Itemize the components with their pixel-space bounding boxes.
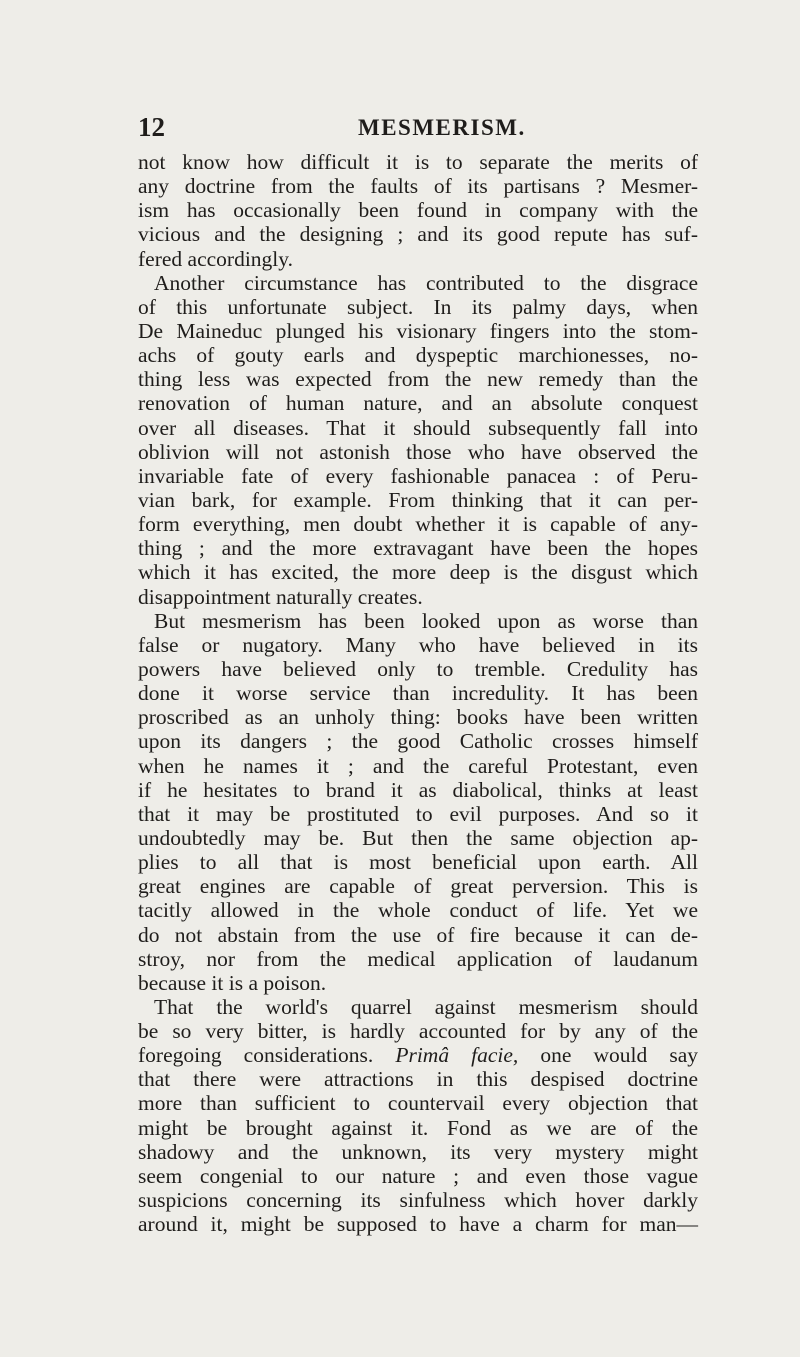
text-line: false or nugatory. Many who have believed in its (138, 632, 698, 657)
text-line: any doctrine from the faults of its partisans ? Mesmer- (138, 174, 698, 199)
text-line: which it has excited, the more deep is the disgust which (138, 560, 698, 585)
text-line: might be brought against it. Fond as we are of the (138, 1115, 698, 1140)
paragraph-start-line: But mesmerism has been looked upon as worse than (154, 608, 698, 633)
paragraph-start-line: Another circumstance has contributed to the disgrace (154, 270, 698, 295)
text-line: disappointment naturally creates. (138, 584, 423, 609)
text-line: over all diseases. That it should subsequently fall into (138, 415, 698, 440)
page-header (138, 112, 698, 142)
text-line: that it may be prostituted to evil purposes. And so it (138, 801, 698, 826)
text-line: ism has occasionally been found in company with the (138, 198, 698, 223)
text-line: do not abstain from the use of fire because it can de- (138, 922, 698, 947)
text-line: vicious and the designing ; and its good repute has suf- (138, 222, 698, 247)
text-line: plies to all that is most beneficial upon earth. All (138, 850, 698, 875)
text-line: proscribed as an unholy thing: books have been written (138, 705, 698, 730)
text-line: if he hesitates to brand it as diabolical, thinks at least (138, 777, 698, 802)
text-line: De Maineduc plunged his visionary fingers into the stom- (138, 318, 698, 343)
running-head: MESMERISM. (358, 115, 526, 140)
text-line: of this unfortunate subject. In its palmy days, when (138, 294, 698, 319)
text-line: oblivion will not astonish those who have observed the (138, 439, 698, 464)
italic-phrase: Primâ facie, (395, 1043, 519, 1068)
text-line: renovation of human nature, and an absolute conquest (138, 391, 698, 416)
text-line: seem congenial to our nature ; and even those vague (138, 1163, 698, 1188)
text-line: undoubtedly may be. But then the same objection ap- (138, 825, 698, 850)
text-line: shadowy and the unknown, its very mystery might (138, 1139, 698, 1164)
text-line: great engines are capable of great perversion. This is (138, 874, 698, 899)
text-line: be so very bitter, is hardly accounted for by any of the (138, 1019, 698, 1044)
text-line: vian bark, for example. From thinking that it can per- (138, 487, 698, 512)
text-line: form everything, men doubt whether it is capable of any- (138, 512, 698, 537)
text-line: fered accordingly. (138, 246, 293, 271)
text-line: invariable fate of every fashionable panacea : of Peru- (138, 463, 698, 488)
text-line: around it, might be supposed to have a charm for man— (138, 1212, 698, 1237)
text-fragment: one would say (540, 1043, 698, 1068)
page-number: 12 (138, 112, 165, 142)
text-line: more than sufficient to countervail every objection that (138, 1091, 698, 1116)
text-fragment: foregoing considerations. (138, 1043, 374, 1068)
text-line: thing less was expected from the new remedy than the (138, 367, 698, 392)
text-line: tacitly allowed in the whole conduct of life. Yet we (138, 898, 698, 923)
text-line: powers have believed only to tremble. Credulity has (138, 656, 698, 681)
text-line: achs of gouty earls and dyspeptic marchionesses, no- (138, 343, 698, 368)
text-line: because it is a poison. (138, 970, 327, 995)
text-line: stroy, nor from the medical application of laudanum (138, 946, 698, 971)
text-line: done it worse service than incredulity. It has been (138, 681, 698, 706)
text-line: that there were attractions in this despised doctrine (138, 1067, 698, 1092)
text-line: not know how difficult it is to separate the merits of (138, 150, 698, 174)
text-line: when he names it ; and the careful Protestant, even (138, 753, 698, 778)
text-line-with-italic (138, 1043, 698, 1067)
paragraph-start-line: That the world's quarrel against mesmerism should (154, 994, 698, 1019)
text-line: suspicions concerning its sinfulness which hover darkly (138, 1188, 698, 1213)
body-text (138, 150, 698, 1236)
text-line: thing ; and the more extravagant have been the hopes (138, 536, 698, 561)
text-line: upon its dangers ; the good Catholic crosses himself (138, 729, 698, 754)
